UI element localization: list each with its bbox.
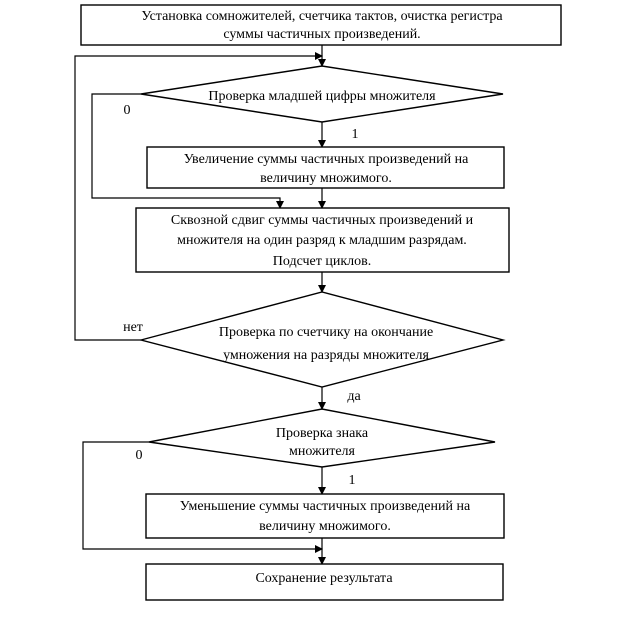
shift-block-line-2: множителя на один разряд к младшим разрядам. [177, 233, 467, 248]
check-counter-line-1: Проверка по счетчику на окончание [218, 325, 434, 340]
check-sign-no-label: 0 [135, 448, 143, 463]
check-sign-decision [136, 409, 496, 488]
save-result-block [146, 564, 503, 600]
subtract-multiplicand-line-2: величину множимого. [259, 519, 391, 534]
add-multiplicand-block [147, 147, 504, 188]
shift-block [136, 208, 509, 272]
check-counter-no-label: нет [123, 320, 143, 335]
check-sign-line-1: Проверка знака [275, 426, 369, 441]
add-multiplicand-line-1: Увеличение суммы частичных произведений на [183, 152, 469, 167]
shift-block-line-1: Сквозной сдвиг суммы частичных произведений и [170, 213, 474, 228]
shift-block-line-3: Подсчет циклов. [272, 254, 372, 269]
init-block [81, 5, 561, 45]
check-counter-decision [123, 292, 503, 404]
check-counter-yes-label: да [347, 389, 361, 404]
check-low-digit-yes-label: 1 [351, 127, 359, 142]
subtract-multiplicand-line-1: Уменьшение суммы частичных произведений на [179, 499, 471, 514]
check-low-digit-no-label: 0 [123, 103, 131, 118]
check-sign-line-2: множителя [289, 444, 355, 459]
save-result-text: Сохранение результата [255, 571, 393, 586]
init-block-line-2: суммы частичных произведений. [223, 27, 421, 42]
check-counter-line-2: умножения на разряды множителя [223, 348, 429, 363]
check-low-digit-decision [124, 66, 504, 142]
init-block-line-1: Установка сомножителей, счетчика тактов, очистка регистра [141, 9, 503, 24]
check-low-digit-text: Проверка младшей цифры множителя [208, 89, 436, 104]
check-sign-yes-label: 1 [348, 473, 356, 488]
subtract-multiplicand-block [146, 494, 504, 538]
add-multiplicand-line-2: величину множимого. [260, 171, 392, 186]
